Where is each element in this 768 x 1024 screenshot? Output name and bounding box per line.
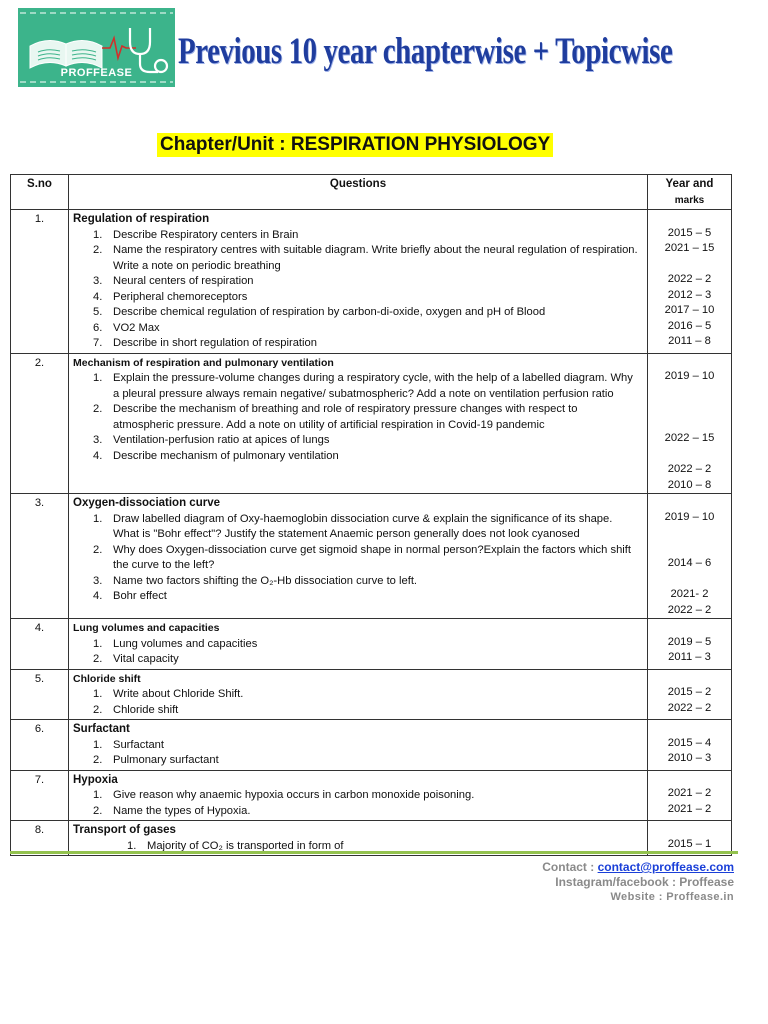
item-number: 4.: [93, 290, 103, 303]
row-sno: 1.: [11, 210, 69, 354]
item-number: 1.: [93, 688, 103, 700]
list-item: [69, 543, 647, 574]
banner-title: Previous 10 year chapterwise + Topicwise: [178, 31, 673, 72]
table-row: [11, 770, 732, 821]
row-questions: [69, 619, 648, 670]
year-marks: 2015 – 1: [667, 837, 712, 850]
year-marks: 2015 – 4: [667, 736, 712, 749]
item-text: Chloride shift: [113, 703, 179, 716]
row-questions: [69, 669, 648, 720]
item-number: 2.: [93, 754, 103, 766]
row-years: [648, 770, 732, 821]
row-years: [648, 210, 732, 354]
header-year-line1: Year and: [665, 178, 714, 190]
row-years: [648, 353, 732, 494]
year-marks: 2022 – 15: [664, 432, 715, 444]
item-text: Vital capacity: [113, 653, 179, 665]
item-text: Neural centers of respiration: [113, 275, 254, 287]
year-marks: [648, 354, 731, 370]
header-year-line2: marks: [674, 194, 705, 206]
item-text: Draw labelled diagram of Oxy-haemoglobin dissociation curve & explain the significance of its shape. What is "Bohr effect"? Justify the statement Anaemic person generally does not look cyanosed: [113, 512, 613, 540]
year-marks: 2019 – 5: [667, 635, 712, 648]
list-item: [69, 371, 647, 402]
year-marks: 2010 – 3: [667, 752, 712, 764]
year-marks: 2022 – 2: [667, 463, 712, 475]
year-marks: [648, 400, 731, 416]
list-item: [69, 589, 647, 605]
row-sno: 8.: [11, 821, 69, 856]
topic-heading: Surfactant: [73, 723, 130, 735]
year-marks: 2022 – 2: [667, 603, 712, 616]
list-item: [69, 738, 647, 754]
year-marks: [648, 670, 731, 686]
year-marks: 2022 – 2: [667, 273, 712, 285]
table-row: [11, 669, 732, 720]
item-number: 2.: [93, 244, 103, 256]
year-marks: [648, 385, 731, 401]
year-marks: 2015 – 2: [667, 686, 712, 698]
list-item: [69, 321, 647, 337]
item-text: Ventilation-perfusion ratio at apices of lungs: [113, 434, 330, 446]
topic-heading: Regulation of respiration: [73, 213, 210, 225]
item-number: 3.: [93, 574, 103, 587]
list-item: [69, 305, 647, 321]
item-number: 1.: [93, 512, 103, 525]
list-item: [69, 433, 647, 449]
item-number: 1.: [127, 839, 137, 852]
year-marks: 2016 – 5: [667, 319, 712, 332]
year-marks: [648, 210, 731, 226]
year-marks: [648, 257, 731, 273]
list-item: [69, 753, 647, 769]
list-item: [69, 574, 647, 590]
list-item: [69, 703, 647, 719]
logo-text: PROFFEASE: [60, 67, 133, 79]
year-marks: [648, 720, 731, 736]
website-line: Website : Proffease.in: [610, 891, 734, 903]
list-item: [69, 449, 647, 465]
item-text: Write about Chloride Shift.: [113, 688, 244, 700]
year-marks: 2019 – 10: [664, 510, 715, 523]
header-year-marks: [648, 175, 732, 210]
list-item: [69, 512, 647, 543]
topic-heading: Hypoxia: [73, 773, 118, 786]
chapter-title: Chapter/Unit : RESPIRATION PHYSIOLOGY: [157, 133, 553, 157]
footer-rule: [10, 851, 738, 854]
item-text: Bohr effect: [113, 590, 167, 602]
topic-heading: Oxygen-dissociation curve: [73, 497, 220, 509]
list-item: [69, 687, 647, 703]
year-marks: [648, 771, 731, 787]
item-text: Name two factors shifting the O₂-Hb dissociation curve to left.: [113, 574, 418, 587]
year-marks: 2021- 2: [670, 588, 709, 600]
row-years: [648, 619, 732, 670]
item-text: Surfactant: [113, 738, 164, 751]
year-marks: [648, 541, 731, 557]
item-text: Explain the pressure-volume changes during a respiratory cycle, with the help of a labelled diagram. Why a pleural pressure always remain negative/ subatmospheric? Add a note on ventilation perfusion ratio: [113, 372, 633, 400]
year-marks: [648, 619, 731, 635]
header-sno: S.no: [11, 175, 69, 210]
table-row: [11, 210, 732, 354]
year-marks: 2011 – 8: [668, 335, 711, 347]
questions-table: [10, 174, 732, 856]
row-sno: 7.: [11, 770, 69, 821]
topic-heading: Chloride shift: [73, 672, 141, 685]
year-marks: [648, 525, 731, 541]
item-text: Lung volumes and capacities: [113, 637, 258, 650]
item-number: 1.: [93, 637, 103, 650]
contact-email-link[interactable]: contact@proffease.com: [597, 860, 734, 874]
row-years: [648, 494, 732, 619]
item-number: 2.: [93, 804, 103, 817]
table-row: [11, 619, 732, 670]
year-marks: [648, 447, 731, 463]
row-sno: 6.: [11, 720, 69, 771]
item-number: 2.: [93, 703, 103, 716]
year-marks: 2010 – 8: [667, 478, 712, 491]
row-years: [648, 669, 732, 720]
header-questions: Questions: [69, 175, 648, 210]
item-number: 3.: [93, 275, 103, 287]
topic-heading: Transport of gases: [73, 824, 176, 836]
item-number: 3.: [93, 434, 103, 446]
contact-block: [542, 860, 734, 905]
table-row: [11, 494, 732, 619]
year-marks: 2012 – 3: [667, 288, 712, 301]
table-row: [11, 720, 732, 771]
row-sno: 3.: [11, 494, 69, 619]
list-item: [69, 804, 647, 820]
table-row: [11, 353, 732, 494]
row-questions: [69, 720, 648, 771]
list-item: [69, 243, 647, 274]
item-text: Give reason why anaemic hypoxia occurs in carbon monoxide poisoning.: [113, 789, 475, 801]
row-years: [648, 720, 732, 771]
year-marks: 2022 – 2: [667, 701, 712, 714]
year-marks: 2021 – 15: [664, 242, 715, 254]
year-marks: [648, 572, 731, 588]
year-marks: 2017 – 10: [664, 304, 715, 316]
proffease-logo: [18, 8, 175, 87]
item-number: 7.: [93, 337, 103, 349]
item-text: Describe mechanism of pulmonary ventilation: [113, 449, 339, 462]
item-number: 1.: [93, 372, 103, 384]
item-number: 1.: [93, 228, 103, 241]
item-number: 2.: [93, 543, 103, 556]
year-marks: 2019 – 10: [664, 370, 715, 382]
item-text: Why does Oxygen-dissociation curve get sigmoid shape in normal person?Explain the factors which shift the curve to the left?: [113, 543, 631, 571]
item-text: Majority of CO₂ is transported in form of: [147, 839, 344, 852]
item-number: 2.: [93, 403, 103, 415]
item-number: 1.: [93, 789, 103, 801]
item-text: Pulmonary surfactant: [113, 754, 219, 766]
year-marks: [648, 494, 731, 510]
item-text: Describe chemical regulation of respiration by carbon-di-oxide, oxygen and pH of Blood: [113, 306, 546, 318]
item-number: 1.: [93, 738, 103, 751]
row-questions: [69, 210, 648, 354]
year-marks: 2021 – 2: [667, 787, 712, 799]
topic-heading: Lung volumes and capacities: [73, 622, 220, 634]
row-sno: 2.: [11, 353, 69, 494]
item-number: 6.: [93, 321, 103, 334]
social-line: Instagram/facebook : Proffease: [555, 875, 734, 889]
list-item: [69, 788, 647, 804]
year-marks: 2021 – 2: [667, 802, 712, 815]
item-text: Describe the mechanism of breathing and role of respiratory pressure changes with respect to atmospheric pressure. Add a note on utility of artificial respiration in Covid-19 pandemic: [113, 403, 578, 431]
year-marks: [648, 821, 731, 837]
table-header-row: [11, 175, 732, 210]
item-text: VO2 Max: [113, 321, 160, 334]
list-item: [69, 228, 647, 244]
item-text: Peripheral chemoreceptors: [113, 290, 248, 303]
year-marks: [648, 416, 731, 432]
contact-line: [542, 860, 734, 875]
item-text: Describe in short regulation of respiration: [113, 337, 317, 349]
row-questions: [69, 770, 648, 821]
item-number: 5.: [93, 306, 103, 318]
item-text: Describe Respiratory centers in Brain: [113, 228, 299, 241]
item-number: 4.: [93, 590, 103, 602]
item-text: Name the types of Hypoxia.: [113, 804, 251, 817]
list-item: [69, 652, 647, 668]
year-marks: 2011 – 3: [668, 651, 711, 663]
contact-label: Contact :: [542, 860, 598, 874]
item-number: 2.: [93, 653, 103, 665]
list-item: [69, 290, 647, 306]
item-text: Name the respiratory centres with suitable diagram. Write briefly about the neural regulation of respiration. Write a note on periodic breathing: [113, 244, 638, 272]
list-item: [69, 402, 647, 433]
row-questions: [69, 494, 648, 619]
topic-heading: Mechanism of respiration and pulmonary ventilation: [73, 356, 334, 369]
row-sno: 5.: [11, 669, 69, 720]
list-item: [69, 274, 647, 290]
row-questions: [69, 353, 648, 494]
row-sno: 4.: [11, 619, 69, 670]
list-item: [69, 336, 647, 352]
list-item: [69, 637, 647, 653]
year-marks: 2014 – 6: [667, 557, 712, 569]
year-marks: 2015 – 5: [667, 226, 712, 239]
item-number: 4.: [93, 449, 103, 462]
